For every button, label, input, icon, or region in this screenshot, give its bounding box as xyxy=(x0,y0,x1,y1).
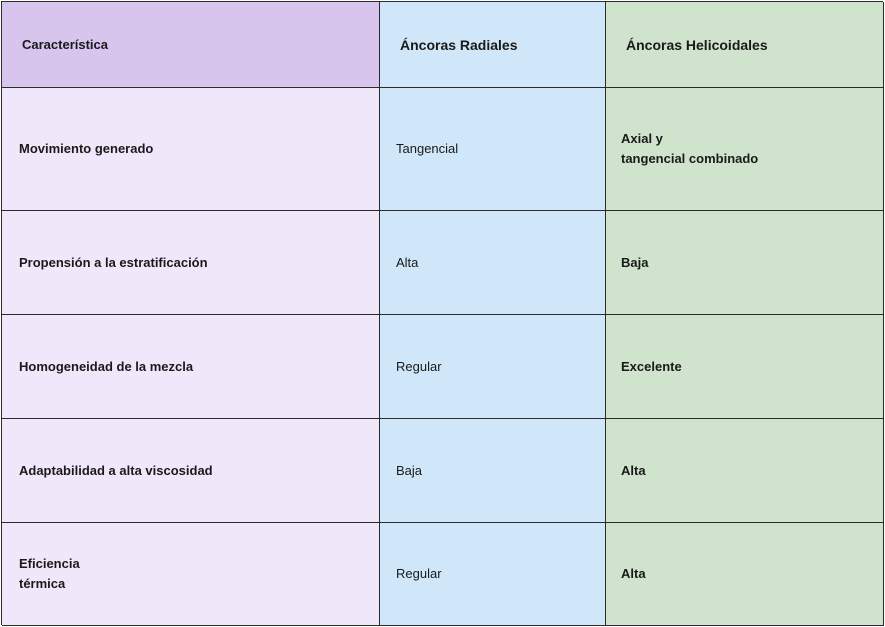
row-5-radiales: Regular xyxy=(380,523,606,626)
row-4-caracteristica: Adaptabilidad a alta viscosidad xyxy=(2,419,380,523)
header-ancoras-radiales: Áncoras Radiales xyxy=(380,2,606,88)
row-2-caracteristica: Propensión a la estratificación xyxy=(2,211,380,315)
row-5-caracteristica: Eficiencia térmica xyxy=(2,523,380,626)
row-4-radiales: Baja xyxy=(380,419,606,523)
row-1-helicoidales: Axial y tangencial combinado xyxy=(606,88,884,211)
row-2-helicoidales: Baja xyxy=(606,211,884,315)
row-3-radiales: Regular xyxy=(380,315,606,419)
row-1-caracteristica: Movimiento generado xyxy=(2,88,380,211)
row-1-radiales: Tangencial xyxy=(380,88,606,211)
header-ancoras-helicoidales: Áncoras Helicoidales xyxy=(606,2,884,88)
row-3-caracteristica: Homogeneidad de la mezcla xyxy=(2,315,380,419)
header-caracteristica: Característica xyxy=(2,2,380,88)
row-5-helicoidales: Alta xyxy=(606,523,884,626)
row-2-radiales: Alta xyxy=(380,211,606,315)
row-3-helicoidales: Excelente xyxy=(606,315,884,419)
row-4-helicoidales: Alta xyxy=(606,419,884,523)
comparison-table xyxy=(1,1,883,625)
